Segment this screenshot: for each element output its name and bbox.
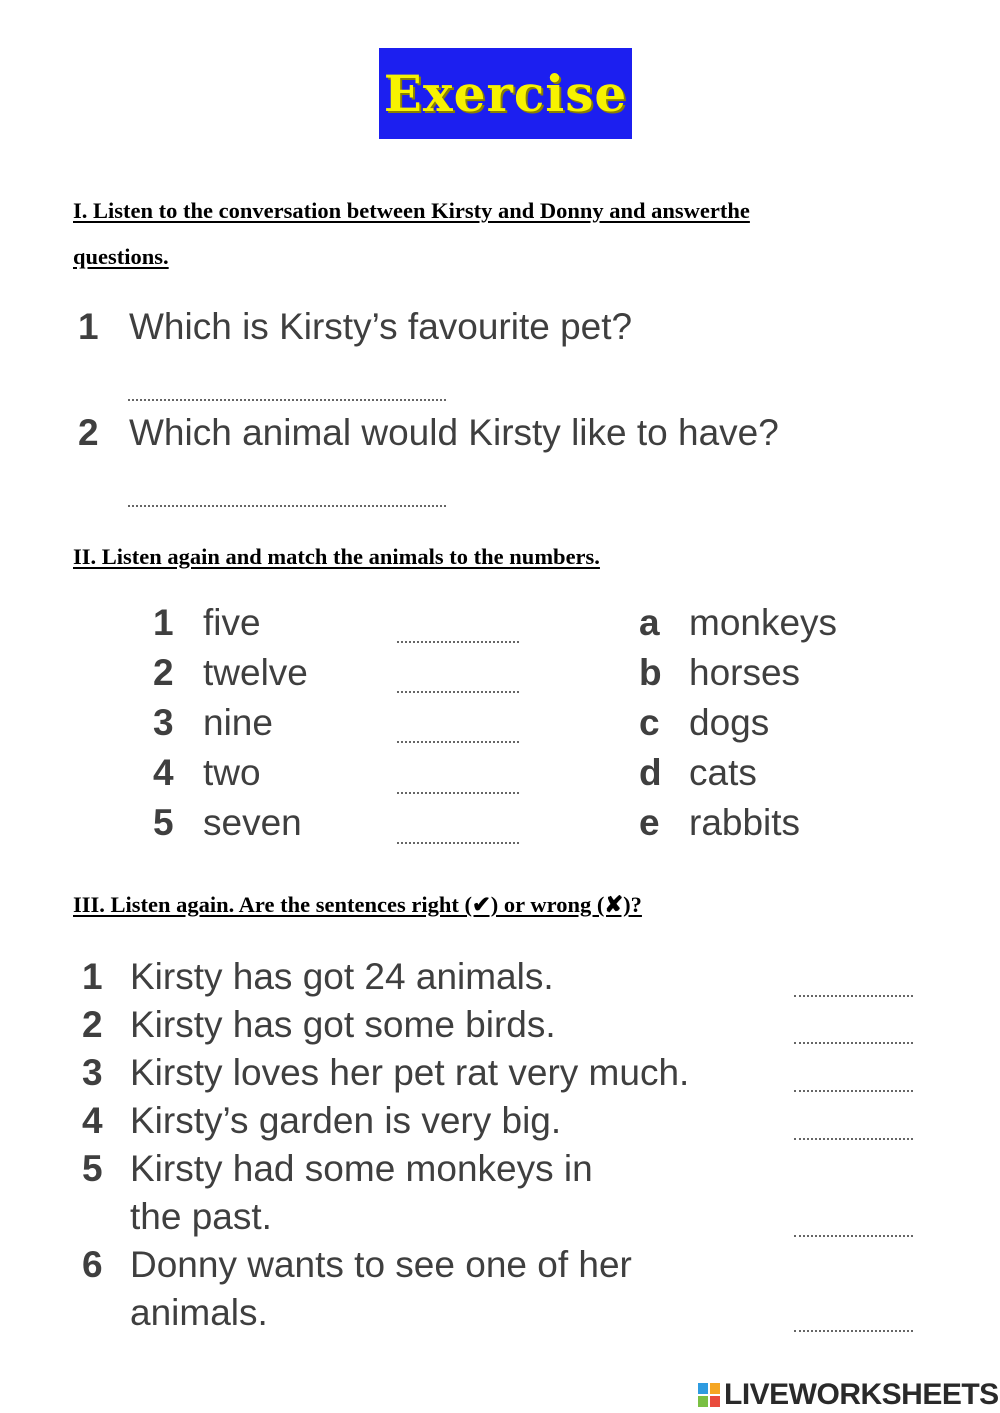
sentence-6: 6 Donny wants to see one of her (82, 1244, 632, 1285)
question-1 (78, 306, 632, 348)
section1-heading-line2: questions. (73, 244, 169, 269)
animal-item-d: d cats (639, 752, 757, 793)
question-number: 2 (78, 412, 99, 453)
number-item-4: 4 two (153, 752, 261, 793)
exercise-title-banner (379, 48, 632, 139)
section1-heading-line1: I. Listen to the conversation between Kirsty and Donny and answerthe (73, 198, 750, 223)
sentence-6-line2: animals. (130, 1292, 268, 1333)
sentence-1: 1 Kirsty has got 24 animals. (82, 956, 554, 997)
match-answer-line-2[interactable] (397, 691, 519, 693)
liveworksheets-brand: LIVEWORKSHEETS (724, 1378, 999, 1411)
right-wrong-line-4[interactable] (794, 1138, 913, 1140)
animal-item-e: e rabbits (639, 802, 801, 843)
question-text: Which animal would Kirsty like to have? (129, 412, 779, 453)
animal-item-b: b horses (639, 652, 801, 693)
answer-line-1[interactable] (128, 399, 446, 401)
number-item-3: 3 nine (153, 702, 273, 743)
right-wrong-line-6[interactable] (794, 1330, 913, 1332)
sentence-4: 4 Kirsty’s garden is very big. (82, 1100, 562, 1141)
right-wrong-line-2[interactable] (794, 1042, 913, 1044)
sentence-5-line2: the past. (130, 1196, 272, 1237)
liveworksheets-logo (698, 1378, 999, 1412)
match-answer-line-3[interactable] (397, 741, 519, 743)
sentence-2: 2 Kirsty has got some birds. (82, 1004, 556, 1045)
match-answer-line-5[interactable] (397, 842, 519, 844)
match-answer-line-1[interactable] (397, 641, 519, 643)
sentence-3: 3 Kirsty loves her pet rat very much. (82, 1052, 690, 1093)
match-answer-line-4[interactable] (397, 792, 519, 794)
exercise-title: Exercise (383, 64, 628, 123)
question-number: 1 (78, 306, 99, 347)
liveworksheets-logo-icon (698, 1383, 720, 1407)
section2-heading: II. Listen again and match the animals to the numbers. (73, 544, 600, 569)
number-item-1: 1 five (153, 602, 261, 643)
right-wrong-line-1[interactable] (794, 995, 913, 997)
sentence-5: 5 Kirsty had some monkeys in (82, 1148, 593, 1189)
right-wrong-line-3[interactable] (794, 1090, 913, 1092)
answer-line-2[interactable] (128, 505, 446, 507)
right-wrong-line-5[interactable] (794, 1235, 913, 1237)
section3-heading: III. Listen again. Are the sentences right (✔) or wrong (✘)? (73, 892, 642, 917)
question-2 (78, 412, 779, 454)
question-text: Which is Kirsty’s favourite pet? (129, 306, 633, 347)
number-item-2: 2 twelve (153, 652, 308, 693)
animal-item-a: a monkeys (639, 602, 838, 643)
animal-item-c: c dogs (639, 702, 770, 743)
number-item-5: 5 seven (153, 802, 302, 843)
